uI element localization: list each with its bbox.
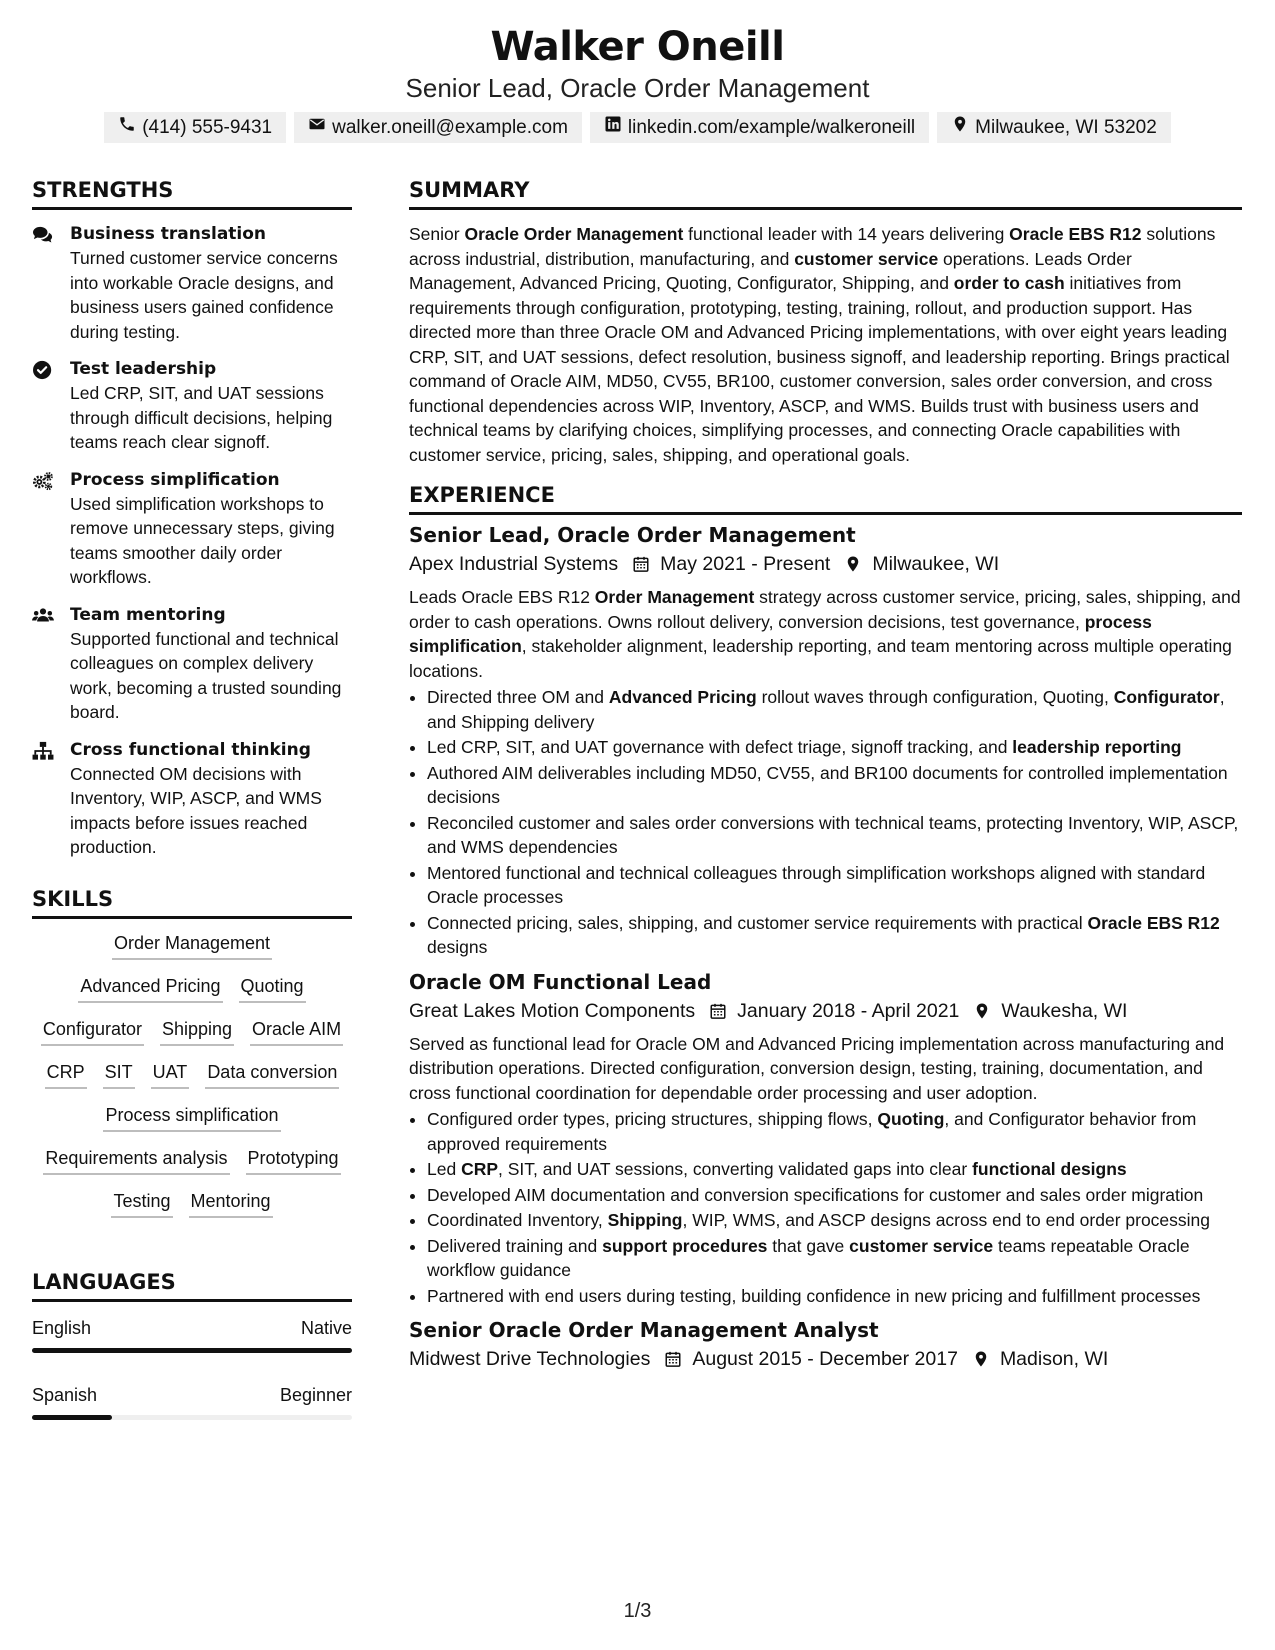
map-pin-icon: [951, 115, 969, 140]
languages-heading: LANGUAGES: [32, 1268, 352, 1302]
job-meta: [409, 996, 1242, 1026]
job-bullet: • Coordinated Inventory, Shipping, WIP, WMS, and ASCP designs across end to end order processing: [427, 1208, 1242, 1233]
job-bullet: • Reconciled customer and sales order conversions with technical teams, protecting Inventory, WIP, ASCP, and WMS dependencies: [427, 811, 1242, 860]
job-location: Milwaukee, WI: [872, 553, 1000, 575]
job-bullet: • Connected pricing, sales, shipping, and customer service requirements with practical Oracle EBS R12 designs: [427, 911, 1242, 960]
skill-tag: Requirements analysis: [43, 1146, 229, 1175]
strength-desc: Connected OM decisions with Inventory, WIP, ASCP, and WMS impacts before issues reached production.: [70, 763, 322, 857]
skill-tag: Oracle AIM: [250, 1017, 343, 1046]
strength-desc: Used simplification workshops to remove unnecessary steps, giving teams smoother daily order workflows.: [70, 493, 335, 587]
check-circle-icon: [32, 367, 54, 384]
skill-tag: Shipping: [160, 1017, 234, 1046]
job-company: Apex Industrial Systems: [409, 553, 619, 575]
job-location: Waukesha, WI: [1001, 999, 1128, 1022]
job-bullet: • Led CRP, SIT, and UAT governance with defect triage, signoff tracking, and leadership reporting: [427, 735, 1242, 760]
contact-location: [937, 112, 1171, 143]
bold-phrase: process simplification: [409, 611, 1152, 656]
language-item: [32, 1316, 352, 1353]
users-icon: [32, 613, 54, 630]
job-bullet: • Mentored functional and technical colleagues through simplification workshops aligned with standard Oracle processes: [427, 861, 1242, 910]
skills-list: [32, 931, 352, 1218]
strength-title: Business translation: [70, 224, 267, 244]
strength-desc: Turned customer service concerns into workable Oracle designs, and business users gained confidence during testing.: [70, 248, 338, 342]
contact-email[interactable]: [294, 112, 582, 143]
skill-tag: SIT: [103, 1060, 135, 1089]
job-dates: May 2021 - Present: [660, 553, 831, 575]
job-dates: August 2015 - December 2017: [692, 1348, 958, 1370]
resume-header: [0, 0, 1275, 143]
job-dates: January 2018 - April 2021: [737, 999, 960, 1022]
bold-phrase: Configurator: [1113, 687, 1220, 707]
language-name: English: [32, 1317, 92, 1338]
map-pin-icon: [972, 1350, 990, 1368]
strength-title: Cross functional thinking: [70, 739, 311, 760]
job-bullets: [409, 685, 1242, 960]
strength-desc: Supported functional and technical colleagues on complex delivery work, becoming a trusted sounding board.: [70, 628, 342, 722]
language-level: Beginner: [279, 1384, 352, 1405]
language-bar-fill: [32, 1415, 112, 1420]
language-level: Native: [300, 1317, 352, 1338]
skills-heading: SKILLS: [32, 885, 352, 919]
job-bullet: • Developed AIM documentation and conversion specifications for customer and sales order migration: [427, 1183, 1242, 1208]
job-summary: Leads Oracle EBS R12 Order Management strategy across customer service, pricing, sales, shipping, and order to cash operations. Owns rollout delivery, conversion decisions, test governance, process simplification, stakeholder alignment, leadership reporting, and team mentoring across multiple operating locations.: [409, 587, 1241, 681]
experience-heading: EXPERIENCE: [409, 481, 1242, 515]
job-title: Senior Lead, Oracle Order Management: [409, 523, 856, 547]
job-entry: [409, 1316, 1242, 1374]
calendar-icon: [632, 555, 650, 573]
phone-icon: [118, 115, 136, 140]
contact-phone[interactable]: [104, 112, 286, 143]
linkedin-icon: [604, 115, 622, 140]
gears-icon: [32, 478, 54, 495]
skill-tag: Quoting: [239, 974, 306, 1003]
left-column: [32, 176, 352, 1420]
strength-item: [32, 468, 352, 590]
bold-phrase: CRP: [461, 1159, 499, 1179]
job-entry: [409, 521, 1242, 960]
bold-phrase: Advanced Pricing: [608, 687, 757, 707]
right-column: [409, 176, 1242, 1380]
strength-desc: Led CRP, SIT, and UAT sessions through difficult decisions, helping teams reach clear signoff.: [70, 383, 333, 452]
skill-tag: Prototyping: [246, 1146, 341, 1175]
job-bullet: • Delivered training and support procedures that gave customer service teams repeatable Oracle workflow guidance: [427, 1234, 1242, 1283]
language-name: Spanish: [32, 1384, 98, 1405]
map-pin-icon: [844, 555, 862, 573]
skill-tag: Order Management: [112, 931, 272, 960]
experience-list: [409, 521, 1242, 1374]
bold-phrase: Order Management: [594, 587, 755, 607]
job-title: Oracle OM Functional Lead: [409, 969, 712, 994]
languages-list: [32, 1316, 352, 1420]
bold-phrase: Oracle Order Management: [464, 224, 684, 244]
strength-title: Test leadership: [70, 359, 217, 379]
contact-email-text: walker.oneill@example.com: [332, 116, 568, 138]
skill-tag: Mentoring: [189, 1189, 273, 1218]
job-company: Midwest Drive Technologies: [409, 1348, 651, 1370]
calendar-icon: [664, 1350, 682, 1368]
skill-tag: Configurator: [41, 1017, 144, 1046]
job-company: Great Lakes Motion Components: [409, 999, 696, 1022]
bold-phrase: leadership reporting: [1012, 737, 1182, 757]
bold-phrase: Oracle EBS R12: [1009, 224, 1142, 244]
strengths-heading: STRENGTHS: [32, 176, 352, 210]
job-meta: [409, 549, 1242, 579]
job-bullet: • Led CRP, SIT, and UAT sessions, converting validated gaps into clear functional designs: [427, 1157, 1242, 1182]
map-pin-icon: [973, 1002, 991, 1020]
strengths-list: [32, 222, 352, 860]
strength-title: Process simplification: [70, 469, 280, 490]
contact-linkedin-text: linkedin.com/example/walkeroneill: [627, 116, 916, 138]
calendar-icon: [709, 1002, 727, 1020]
envelope-icon: [308, 115, 326, 140]
strength-item: [32, 738, 352, 860]
strength-item: [32, 222, 352, 344]
job-bullet: • Directed three OM and Advanced Pricing rollout waves through configuration, Quoting, Configurator, and Shipping delivery: [427, 685, 1242, 734]
job-meta: [409, 1344, 1242, 1374]
chat-bubbles-icon: [32, 232, 54, 249]
summary-text: Senior Oracle Order Management functional leader with 14 years delivering Oracle EBS R12 solutions across industrial, distribution, manufacturing, and customer service operations. Leads Order Management, Advanced Pricing, Quoting, Configurator, Shipping, and order to cash initiatives from requirements through configuration, prototyping, testing, training, rollout, and production support. Has directed more than three Oracle OM and Advanced Pricing implementations, with over eight years leading CRP, SIT, and UAT sessions, defect resolution, business signoff, and leadership reporting. Brings practical command of Oracle AIM, MD50, CV55, BR100, customer conversion, sales order conversion, and cross functional dependencies across WIP, Inventory, ASCP, and WMS. Builds trust with business users and technical teams by clarifying choices, simplifying processes, and connecting Oracle capabilities with customer service, pricing, sales, shipping, and operational goals.: [409, 224, 1230, 465]
sitemap-icon: [32, 748, 54, 765]
language-bar: [32, 1348, 352, 1353]
job-entry: [409, 968, 1242, 1309]
skill-tag: CRP: [45, 1060, 87, 1089]
language-bar: [32, 1415, 352, 1420]
skill-tag: Data conversion: [205, 1060, 339, 1089]
bold-phrase: customer service: [794, 248, 939, 269]
job-bullet: • Authored AIM deliverables including MD50, CV55, and BR100 documents for controlled implementation decisions: [427, 761, 1242, 810]
job-bullet: • Partnered with end users during testing, building confidence in new pricing and fulfillment processes: [427, 1284, 1242, 1309]
bold-phrase: order to cash: [953, 273, 1065, 293]
contact-linkedin[interactable]: [590, 112, 929, 143]
job-location: Madison, WI: [999, 1348, 1109, 1370]
bold-phrase: functional designs: [972, 1159, 1127, 1179]
strength-title: Team mentoring: [70, 604, 226, 625]
bold-phrase: Quoting: [877, 1109, 945, 1129]
job-title: Senior Oracle Order Management Analyst: [409, 1318, 879, 1342]
contact-location-text: Milwaukee, WI 53202: [975, 116, 1157, 138]
candidate-name: Walker Oneill: [490, 24, 785, 70]
language-bar-fill: [32, 1348, 352, 1353]
contact-bar: [0, 112, 1275, 143]
page-number: 1/3: [623, 1600, 652, 1622]
strength-item: [32, 603, 352, 725]
contact-phone-text: (414) 555-9431: [142, 116, 273, 138]
bold-phrase: support procedures: [602, 1235, 768, 1256]
skill-tag: Process simplification: [103, 1103, 280, 1132]
job-bullets: [409, 1107, 1242, 1308]
strength-item: [32, 357, 352, 455]
skill-tag: UAT: [151, 1060, 190, 1089]
job-bullet: • Configured order types, pricing structures, shipping flows, Quoting, and Configurator behavior from approved requirements: [427, 1107, 1242, 1156]
summary-heading: SUMMARY: [409, 176, 1242, 210]
bold-phrase: Oracle EBS R12: [1087, 912, 1220, 933]
skill-tag: Testing: [111, 1189, 172, 1218]
bold-phrase: Shipping: [607, 1210, 683, 1230]
candidate-title: Senior Lead, Oracle Order Management: [405, 73, 870, 103]
job-summary: Served as functional lead for Oracle OM and Advanced Pricing implementation across manufacturing and distribution operations. Directed configuration, conversion design, testing, training, documentation, and cross functional coordination for dependable order processing and user adoption.: [409, 1033, 1225, 1103]
language-item: [32, 1383, 352, 1420]
bold-phrase: customer service: [849, 1235, 994, 1256]
skill-tag: Advanced Pricing: [78, 974, 222, 1003]
